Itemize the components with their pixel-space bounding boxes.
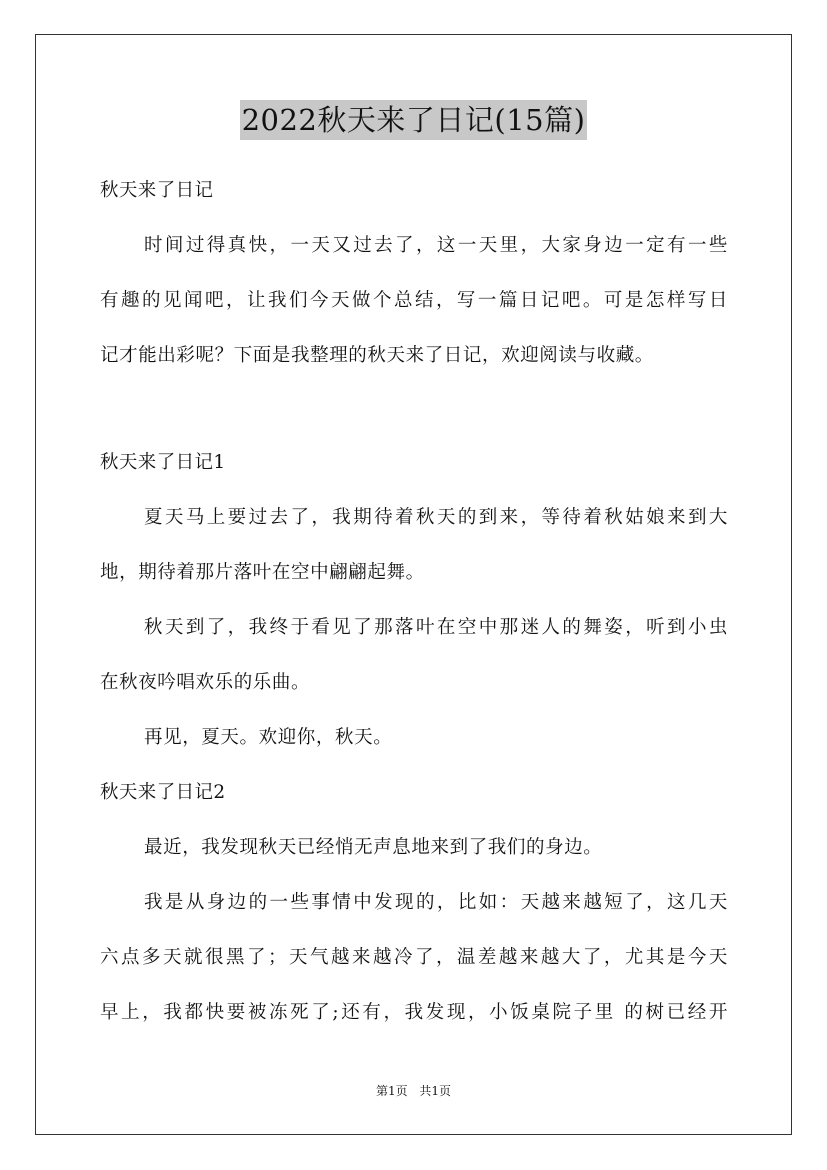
paragraph-line: 时间过得真快，一天又过去了，这一天里，大家身边一定有一些: [144, 235, 728, 256]
document-title: 2022秋天来了日记(15篇): [240, 100, 588, 140]
section-heading-1: 秋天来了日记1: [100, 452, 226, 473]
paragraph-line: 夏天马上要过去了，我期待着秋天的到来，等待着秋姑娘来到大: [144, 507, 728, 528]
paragraph-line: 再见，夏天。欢迎你，秋天。: [144, 727, 393, 748]
paragraph-line: 早上，我都快要被冻死了;还有，我发现，小饭桌院子里 的树已经开: [100, 1002, 728, 1023]
paragraph-line: 秋天到了，我终于看见了那落叶在空中那迷人的舞姿，听到小虫: [144, 617, 728, 638]
paragraph-line: 地，期待着那片落叶在空中翩翩起舞。: [100, 562, 425, 583]
section-heading-2: 秋天来了日记2: [100, 782, 226, 803]
page-number: 第1页: [375, 1084, 408, 1098]
document-body: [100, 163, 728, 1040]
paragraph-line: 我是从身边的一些事情中发现的，比如：天越来越短了，这几天: [144, 892, 728, 913]
section-heading-intro: 秋天来了日记: [100, 180, 214, 201]
paragraph-line: 最近，我发现秋天已经悄无声息地来到了我们的身边。: [144, 837, 603, 858]
page-footer: [0, 1082, 827, 1100]
paragraph-line: 六点多天就很黑了；天气越来越冷了，温差越来越大了，尤其是今天: [100, 947, 728, 968]
paragraph-line: 记才能出彩呢？下面是我整理的秋天来了日记，欢迎阅读与收藏。: [100, 345, 654, 366]
paragraph-line: 在秋夜吟唱欢乐的乐曲。: [100, 672, 311, 693]
section-spacer: [100, 383, 728, 435]
paragraph-line: 有趣的见闻吧，让我们今天做个总结，写一篇日记吧。可是怎样写日: [100, 290, 728, 311]
total-pages: 共1页: [419, 1084, 452, 1098]
title-container: [0, 100, 827, 140]
